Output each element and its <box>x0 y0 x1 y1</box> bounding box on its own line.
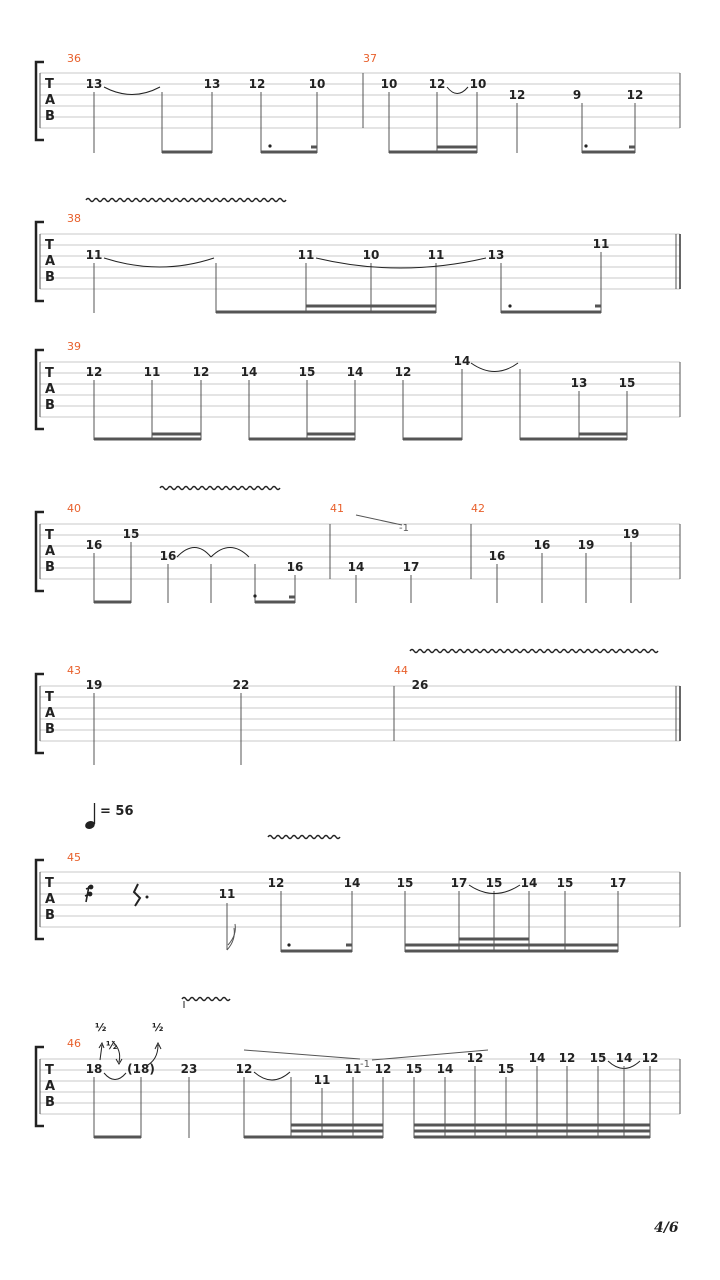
vibrato-line <box>182 998 230 1001</box>
tempo-marking <box>84 803 134 830</box>
measure-number: 39 <box>67 340 81 353</box>
tempo-value: = 56 <box>100 804 134 819</box>
fret-number: 10 <box>469 77 487 91</box>
fret-number: 15 <box>485 876 503 890</box>
system-4 <box>36 487 680 604</box>
bend-release-label: -1 <box>399 523 409 534</box>
fret-number: 15 <box>618 376 636 390</box>
fret-number: 10 <box>380 77 398 91</box>
fret-number: 12 <box>374 1062 392 1076</box>
vibrato-line <box>86 199 286 202</box>
fret-numbers <box>86 77 644 102</box>
fret-number: 16 <box>488 549 506 563</box>
system-6 <box>36 836 680 953</box>
fret-number: 15 <box>556 876 574 890</box>
fret-number: 12 <box>267 876 285 890</box>
tab-clef-a: A <box>45 706 56 721</box>
fret-number: 12 <box>428 77 446 91</box>
fret-number: 13 <box>85 77 103 91</box>
bend-label: ½ <box>152 1021 164 1034</box>
tab-clef-t: T <box>45 238 54 253</box>
fret-number: 12 <box>508 88 526 102</box>
tab-clef-b: B <box>45 270 55 285</box>
fret-number: 11 <box>592 237 610 251</box>
fret-number: 12 <box>641 1051 659 1065</box>
fret-number: 14 <box>343 876 361 890</box>
fret-number: 11 <box>143 365 161 379</box>
measure-number: 38 <box>67 212 81 225</box>
measure-number: 36 <box>67 52 81 65</box>
tab-clef-b: B <box>45 109 55 124</box>
tab-clef-b: B <box>45 560 55 575</box>
bend-label: ½ <box>95 1021 107 1034</box>
tab-clef-t: T <box>45 528 54 543</box>
vibrato-line <box>410 650 658 653</box>
fret-number: 15 <box>497 1062 515 1076</box>
fret-number: 13 <box>570 376 588 390</box>
fret-number: 11 <box>297 248 315 262</box>
measure-number: 46 <box>67 1037 81 1050</box>
fret-number: 12 <box>394 365 412 379</box>
fret-number: 14 <box>615 1051 633 1065</box>
system-1 <box>36 52 680 153</box>
fret-number: 12 <box>558 1051 576 1065</box>
tab-clef-b: B <box>45 398 55 413</box>
fret-number: 11 <box>313 1073 331 1087</box>
fret-number: 19 <box>622 527 640 541</box>
tab-clef-t: T <box>45 77 54 92</box>
fret-number: 13 <box>203 77 221 91</box>
fret-number: 26 <box>411 678 429 692</box>
fret-number: 14 <box>453 354 471 368</box>
fret-number: 15 <box>396 876 414 890</box>
system-3 <box>36 340 680 440</box>
fret-number: 13 <box>487 248 505 262</box>
page-number: 4/6 <box>654 1220 679 1236</box>
tab-clef-b: B <box>45 722 55 737</box>
fret-number: 18 <box>85 1062 103 1076</box>
fret-number: 12 <box>192 365 210 379</box>
fret-number: 16 <box>286 560 304 574</box>
fret-number: 17 <box>450 876 468 890</box>
fret-number: 15 <box>122 527 140 541</box>
bend-markings <box>95 1021 163 1052</box>
fret-number: 14 <box>436 1062 454 1076</box>
tab-clef-t: T <box>45 366 54 381</box>
fret-number: 14 <box>520 876 538 890</box>
vibrato-line <box>160 487 280 490</box>
tab-clef-t: T <box>45 690 54 705</box>
fret-number: 14 <box>240 365 258 379</box>
fret-number: 15 <box>298 365 316 379</box>
tab-clef-a: A <box>45 892 56 907</box>
vibrato-line <box>268 836 340 839</box>
tab-clef-b: B <box>45 1095 55 1110</box>
stems-and-beams <box>94 92 635 153</box>
measure-number: 40 <box>67 502 81 515</box>
measure-number: 42 <box>471 502 485 515</box>
measure-number: 37 <box>363 52 377 65</box>
fret-number: 23 <box>180 1062 198 1076</box>
fret-number: 12 <box>626 88 644 102</box>
bend-label: ½ <box>106 1039 118 1052</box>
fret-number: 11 <box>85 248 103 262</box>
fret-number: 15 <box>405 1062 423 1076</box>
fret-number: 17 <box>609 876 627 890</box>
system-7 <box>36 998 680 1139</box>
ties <box>104 87 468 95</box>
fret-number: 11 <box>344 1062 362 1076</box>
tab-clef-t: T <box>45 1063 54 1078</box>
fret-number: 16 <box>159 549 177 563</box>
tab-clef-a: A <box>45 1079 56 1094</box>
measure-number: 45 <box>67 851 81 864</box>
fret-number: 19 <box>85 678 103 692</box>
fret-number: 11 <box>218 887 236 901</box>
bend-release-line <box>244 1050 360 1059</box>
fret-number: 12 <box>235 1062 253 1076</box>
system-5 <box>36 650 680 766</box>
rest-quarter-dotted <box>134 884 149 906</box>
fret-number: 12 <box>466 1051 484 1065</box>
fret-number: 9 <box>572 88 582 102</box>
fret-number: 14 <box>346 365 364 379</box>
fret-number: 16 <box>85 538 103 552</box>
bend-release-label: -1 <box>360 1059 370 1070</box>
fret-number: 22 <box>232 678 250 692</box>
tab-clef-b: B <box>45 908 55 923</box>
fret-number: 15 <box>589 1051 607 1065</box>
measure-number: 43 <box>67 664 81 677</box>
fret-number: 11 <box>427 248 445 262</box>
fret-number: 16 <box>533 538 551 552</box>
tab-clef-t: T <box>45 876 54 891</box>
tab-clef-a: A <box>45 254 56 269</box>
staff-lines <box>40 234 680 289</box>
fret-number: 19 <box>577 538 595 552</box>
staff-lines <box>40 73 680 128</box>
fret-number: 10 <box>308 77 326 91</box>
fret-number: 10 <box>362 248 380 262</box>
fret-number: 14 <box>528 1051 546 1065</box>
measure-number: 44 <box>394 664 408 677</box>
system-2 <box>36 199 680 314</box>
fret-number: 17 <box>402 560 420 574</box>
tab-clef-a: A <box>45 544 56 559</box>
tab-clef-a: A <box>45 382 56 397</box>
fret-number: (18) <box>127 1062 155 1076</box>
fret-number: 12 <box>85 365 103 379</box>
fret-number: 12 <box>248 77 266 91</box>
fret-number: 14 <box>347 560 365 574</box>
tab-clef-a: A <box>45 93 56 108</box>
measure-number: 41 <box>330 502 344 515</box>
